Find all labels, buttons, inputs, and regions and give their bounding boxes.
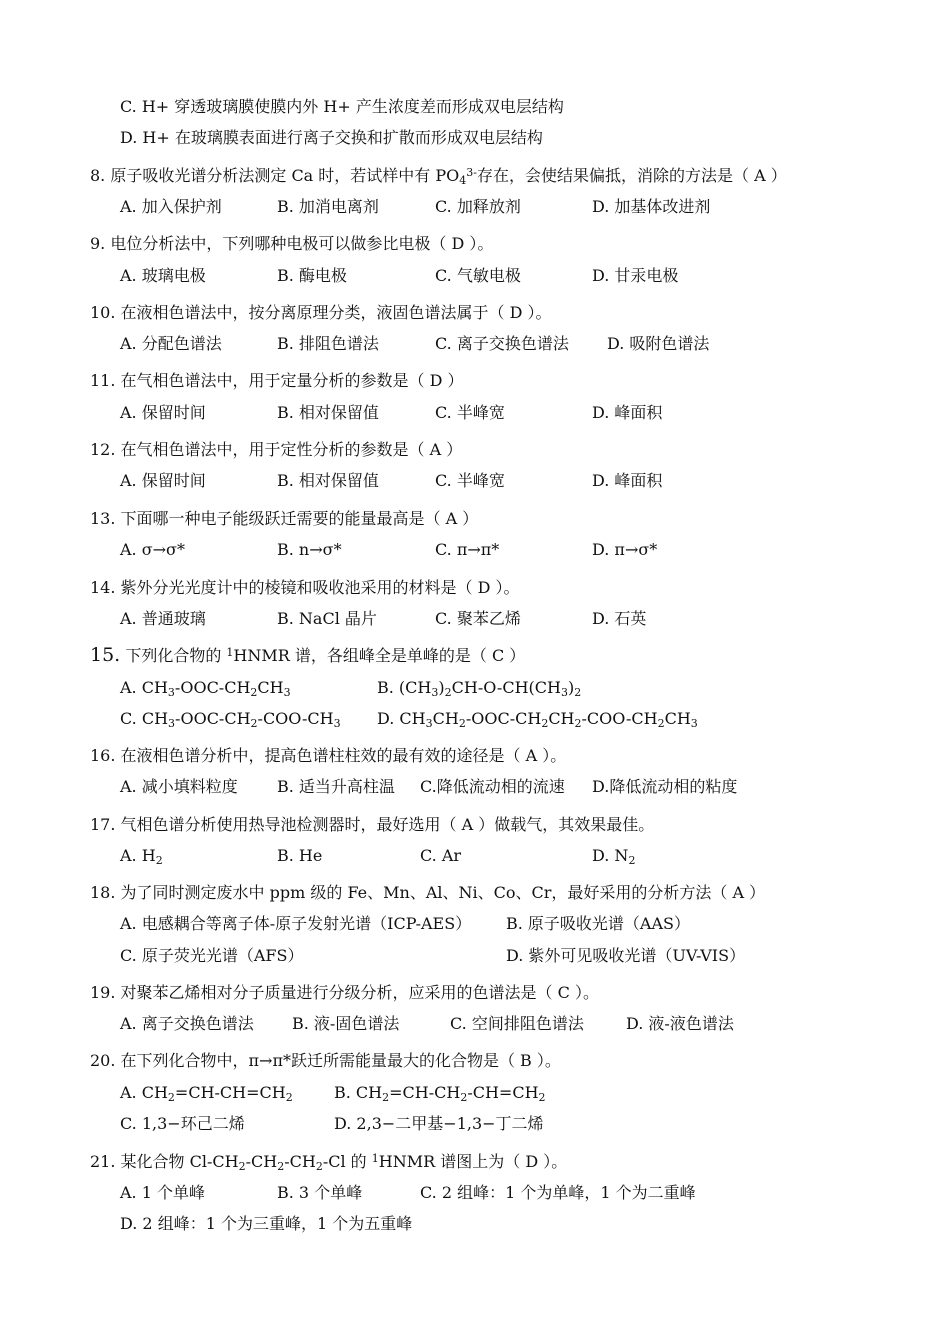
question-10-option-c: C. 离子交换色谱法 [435,334,569,353]
question-13-option-c: C. π→π* [435,540,500,559]
question-12-option-d: D. 峰面积 [592,471,663,490]
question-11-option-d: D. 峰面积 [592,403,663,422]
question-18-option-b: B. 原子吸收光谱（AAS） [506,914,691,933]
question-13-stem: 13. 下面哪一种电子能级跃迁需要的能量最高是（ A ） [90,509,479,528]
question-8-option-b: B. 加消电离剂 [277,197,379,216]
question-10-option-d: D. 吸附色谱法 [607,334,710,353]
question-20-option-c: C. 1,3−环己二烯 [120,1114,245,1133]
question-14-option-a: A. 普通玻璃 [120,609,206,628]
question-17-option-a: A. $H_2$ [120,846,163,867]
question-15-option-d: D. $CH_3CH_2-OOC-CH_2CH_2-COO-CH_2CH_3$ [377,709,698,730]
question-15-option-c: C. $CH_3-OOC-CH_2-COO-CH_3$ [120,709,341,730]
question-21-option-b: B. 3 个单峰 [277,1183,363,1202]
option-d-prev: D. H+ 在玻璃膜表面进行离子交换和扩散而形成双电层结构 [120,128,543,147]
question-18-option-a: A. 电感耦合等离子体-原子发射光谱（ICP-AES） [120,914,472,933]
question-8-option-d: D. 加基体改进剂 [592,197,711,216]
question-11-option-b: B. 相对保留值 [277,403,379,422]
question-19-stem: 19. 对聚苯乙烯相对分子质量进行分级分析，应采用的色谱法是（ C ）。 [90,983,599,1002]
question-9-option-b: B. 酶电极 [277,266,347,285]
question-17-option-b: B. He [277,846,323,865]
question-17-stem: 17. 气相色谱分析使用热导池检测器时，最好选用（ A ）做载气，其效果最佳。 [90,815,655,834]
question-8-stem: 8. 原子吸收光谱分析法测定 Ca 时，若试样中有 $PO_4^{3-}$存在，会使结果偏抵，消除的方法是（ A ） [90,166,787,187]
question-21-option-d: D. 2 组峰：1 个为三重峰，1 个为五重峰 [120,1214,413,1233]
question-12-option-c: C. 半峰宽 [435,471,505,490]
question-10-option-a: A. 分配色谱法 [120,334,222,353]
question-16-option-c: C.降低流动相的流速 [420,777,565,796]
question-19-option-b: B. 液-固色谱法 [292,1014,400,1033]
question-20-stem: 20. 在下列化合物中，π→π*跃迁所需能量最大的化合物是（ B ）。 [90,1051,561,1070]
question-12-option-b: B. 相对保留值 [277,471,379,490]
question-21-option-a: A. 1 个单峰 [120,1183,205,1202]
question-9-option-d: D. 甘汞电极 [592,266,679,285]
question-16-stem: 16. 在液相色谱分析中，提高色谱柱柱效的最有效的途径是（ A ）。 [90,746,567,765]
option-c-prev: C. H+ 穿透玻璃膜使膜内外 H+ 产生浓度差而形成双电层结构 [120,97,564,116]
question-19-option-a: A. 离子交换色谱法 [120,1014,254,1033]
question-14-option-b: B. NaCl 晶片 [277,609,377,628]
question-10-option-b: B. 排阻色谱法 [277,334,379,353]
question-16-option-d: D.降低流动相的粘度 [592,777,738,796]
question-18-option-c: C. 原子荧光光谱（AFS） [120,946,304,965]
question-8-option-c: C. 加释放剂 [435,197,521,216]
question-14-option-c: C. 聚苯乙烯 [435,609,521,628]
question-20-option-d: D. 2,3−二甲基−1,3−丁二烯 [334,1114,544,1133]
question-21-option-c: C. 2 组峰：1 个为单峰，1 个为二重峰 [420,1183,696,1202]
question-11-option-a: A. 保留时间 [120,403,206,422]
question-11-stem: 11. 在气相色谱法中，用于定量分析的参数是（ D ） [90,371,464,390]
question-18-stem: 18. 为了同时测定废水中 ppm 级的 Fe、Mn、Al、Ni、Co、Cr，最好采用的分析方法（ A ） [90,883,766,902]
question-15-stem: 15. 下列化合物的 $^1$HNMR 谱，各组峰全是单峰的是（ C ） [90,644,526,666]
question-20-option-a: A. $CH_2=CH-CH=CH_2$ [120,1083,293,1104]
question-21-stem: 21. 某化合物 $Cl-CH_2-CH_2-CH_2-Cl$ 的 $^1$HNMR 谱图上为（ D ）。 [90,1152,568,1173]
question-12-stem: 12. 在气相色谱法中，用于定性分析的参数是（ A ） [90,440,463,459]
question-12-option-a: A. 保留时间 [120,471,206,490]
question-19-option-d: D. 液-液色谱法 [626,1014,734,1033]
question-9-option-a: A. 玻璃电极 [120,266,206,285]
question-19-option-c: C. 空间排阻色谱法 [450,1014,584,1033]
question-10-stem: 10. 在液相色谱法中，按分离原理分类，液固色谱法属于（ D ）。 [90,303,552,322]
question-13-option-d: D. π→σ* [592,540,658,559]
question-16-option-a: A. 减小填料粒度 [120,777,238,796]
question-9-stem: 9. 电位分析法中，下列哪种电极可以做参比电极（ D ）。 [90,234,494,253]
question-13-option-a: A. σ→σ* [120,540,185,559]
question-15-option-a: A. $CH_3-OOC-CH_2CH_3$ [120,678,291,699]
question-9-option-c: C. 气敏电极 [435,266,521,285]
question-14-option-d: D. 石英 [592,609,647,628]
question-16-option-b: B. 适当升高柱温 [277,777,395,796]
question-20-option-b: B. $CH_2=CH-CH_2-CH=CH_2$ [334,1083,546,1104]
question-8-option-a: A. 加入保护剂 [120,197,222,216]
question-15-option-b: B. $(CH_3)_2CH-O-CH(CH_3)_2$ [377,678,582,699]
question-18-option-d: D. 紫外可见吸收光谱（UV-VIS） [506,946,746,965]
question-17-option-c: C. Ar [420,846,462,865]
question-14-stem: 14. 紫外分光光度计中的棱镜和吸收池采用的材料是（ D ）。 [90,578,520,597]
question-11-option-c: C. 半峰宽 [435,403,505,422]
question-13-option-b: B. n→σ* [277,540,342,559]
question-17-option-d: D. $N_2$ [592,846,636,867]
